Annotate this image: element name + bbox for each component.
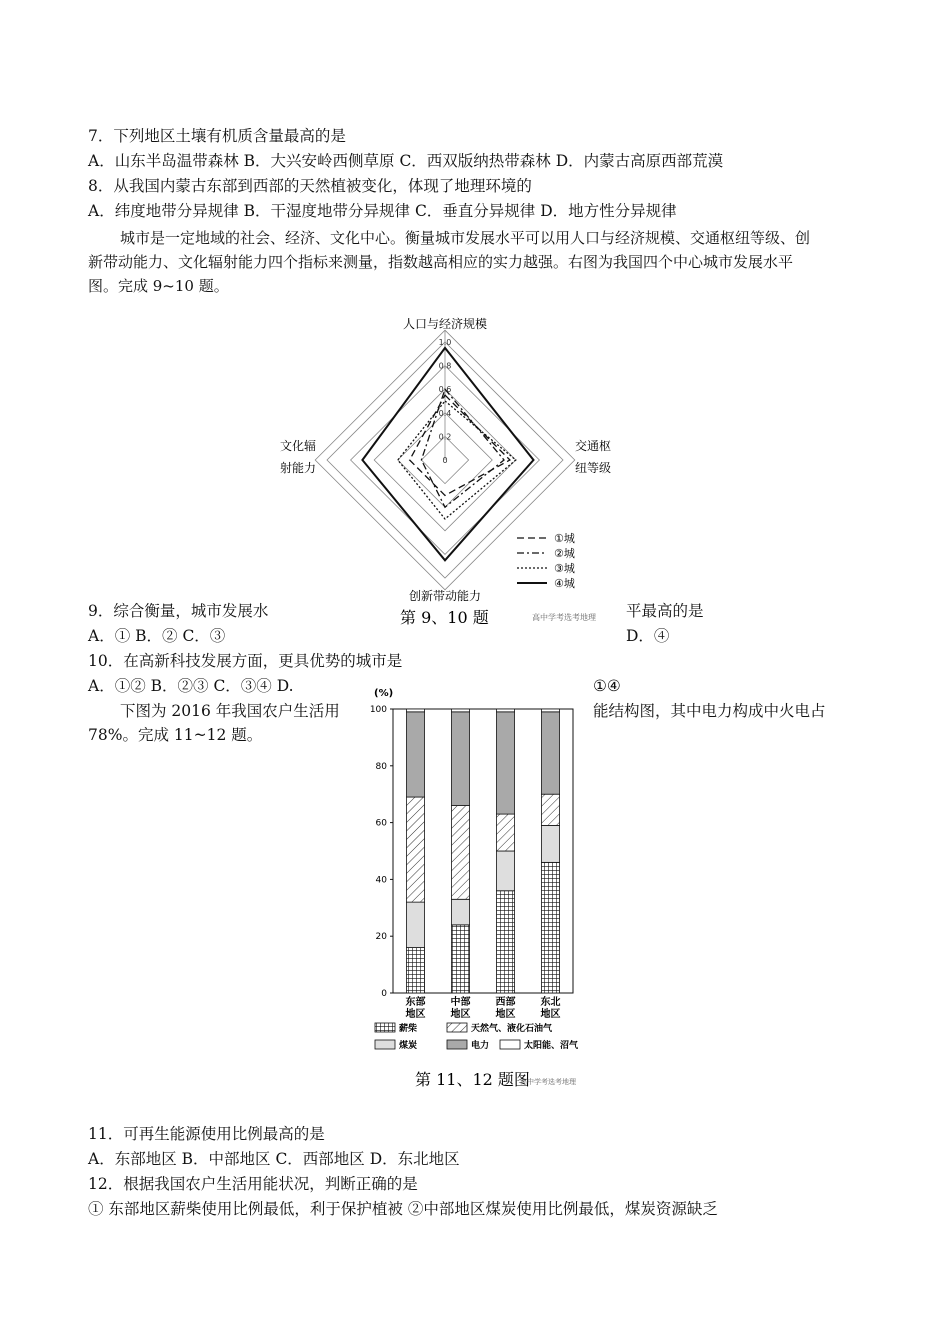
- bar-segment: [542, 794, 560, 825]
- bar-segment: [497, 712, 515, 814]
- bar-category-label: 东部: [405, 997, 426, 1008]
- bar-legend-label: 电力: [471, 1041, 490, 1051]
- radar-axis-right-2: 纽等级: [575, 461, 612, 475]
- bar-segment: [452, 899, 470, 925]
- radar-tick-label: 0: [442, 456, 448, 465]
- passage-city: [88, 226, 868, 298]
- radar-chart: [270, 310, 640, 630]
- bar-ylabel: (%): [374, 688, 394, 699]
- q9-stem-right: 平最高的是: [626, 602, 704, 620]
- bar-segment: [407, 712, 425, 797]
- radar-series-polygon: [362, 348, 533, 560]
- radar-tick-label: 0.4: [438, 408, 452, 418]
- q9-stem-left: 9．综合衡量，城市发展水: [88, 602, 269, 620]
- radar-legend-label: ①城: [554, 532, 575, 545]
- bar-segment: [452, 806, 470, 900]
- passage-energy-right: 能结构图，其中电力构成中火电占: [593, 702, 826, 720]
- bar-y-tick-label: 20: [375, 932, 387, 943]
- bar-segment: [407, 709, 425, 712]
- bar-segment: [542, 862, 560, 993]
- bar-segment: [407, 948, 425, 993]
- radar-caption: 第 9、10 题: [400, 608, 489, 627]
- q10-option-d: ①④: [593, 677, 621, 695]
- q8-stem: 8．从我国内蒙古东部到西部的天然植被变化，体现了地理环境的: [88, 177, 532, 195]
- bar-segment: [542, 709, 560, 712]
- bar-chart: [360, 682, 600, 1092]
- bar-segment: [497, 814, 515, 851]
- bar-legend-swatch: [447, 1040, 467, 1049]
- q12-stem: 12．根据我国农户生活用能状况，判断正确的是: [88, 1175, 418, 1193]
- bar-segment: [497, 851, 515, 891]
- radar-axis-top: 人口与经济规模: [402, 317, 488, 331]
- bar-segment: [407, 902, 425, 947]
- radar-legend-label: ②城: [554, 547, 575, 560]
- bar-legend-label: 太阳能、沼气: [524, 1041, 579, 1051]
- bar-category-label: 地区: [450, 1009, 471, 1020]
- bar-segment: [497, 709, 515, 712]
- bar-y-tick-label: 80: [375, 761, 387, 772]
- bar-legend-swatch: [375, 1023, 395, 1032]
- radar-axis-left-1: 文化辐: [280, 439, 317, 453]
- q12-opt1: ① 东部地区薪柴使用比例最低，利于保护植被 ②中部地区煤炭使用比例最低，煤炭资源缺乏: [88, 1200, 718, 1218]
- q8-options: A．纬度地带分异规律 B．干湿度地带分异规律 C．垂直分异规律 D．地方性分异规律: [88, 202, 677, 220]
- radar-watermark: 高中学考选考地理: [532, 613, 596, 622]
- radar-tick-label: 0.8: [438, 361, 452, 371]
- passage-city-line: 图。完成 9~10 题。: [88, 277, 229, 295]
- radar-legend-label: ③城: [554, 562, 575, 575]
- bar-watermark: 高中学考选考地理: [520, 1078, 576, 1086]
- radar-axis-left-2: 射能力: [280, 461, 317, 475]
- radar-axis-bottom: 创新带动能力: [408, 589, 482, 603]
- bar-legend-swatch: [447, 1023, 467, 1032]
- q9-option-d: D．④: [626, 627, 670, 645]
- radar-tick-label: 0.2: [438, 432, 452, 442]
- bar-bars: [407, 709, 560, 993]
- bar-y-tick-label: 100: [369, 705, 387, 715]
- bar-segment: [452, 709, 470, 712]
- bar-segment: [407, 797, 425, 902]
- bar-legend: [375, 1022, 579, 1051]
- passage-city-line: 城市是一定地域的社会、经济、文化中心。衡量城市发展水平可以用人口与经济规模、交通枢纽等级、创: [120, 229, 811, 247]
- bar-y-tick-label: 40: [375, 875, 387, 886]
- bar-legend-label: 天然气、液化石油气: [471, 1024, 553, 1034]
- bar-legend-label: 薪柴: [399, 1024, 418, 1034]
- radar-tick-label: 0.6: [438, 385, 452, 395]
- bar-category-labels: [406, 995, 561, 1020]
- bar-category-label: 地区: [405, 1009, 426, 1020]
- radar-axis-right-1: 交通枢: [575, 439, 612, 453]
- passage-energy-left: 下图为 2016 年我国农户生活用: [120, 702, 340, 720]
- passage-city-line: 新带动能力、文化辐射能力四个指标来测量，指数越高相应的实力越强。右图为我国四个中心城市发展水平: [88, 253, 794, 271]
- bar-segment: [542, 825, 560, 862]
- bar-segment: [497, 891, 515, 993]
- bar-y-tick-label: 0: [381, 989, 387, 999]
- radar-series: [362, 348, 533, 560]
- bar-legend-swatch: [375, 1040, 395, 1049]
- bar-category-label: 地区: [495, 1009, 516, 1020]
- radar-tick-label: 1.0: [438, 338, 452, 347]
- radar-legend-label: ④城: [554, 577, 575, 590]
- bar-category-label: 西部: [495, 997, 516, 1008]
- bar-y-tick-label: 60: [375, 818, 387, 829]
- q11-stem: 11．可再生能源使用比例最高的是: [88, 1125, 325, 1143]
- bar-category-label: 中部: [450, 997, 471, 1008]
- radar-legend: [517, 532, 575, 590]
- q7-stem: 7．下列地区土壤有机质含量最高的是: [88, 127, 346, 145]
- bar-segment: [452, 925, 470, 993]
- q7-options: A．山东半岛温带森林 B．大兴安岭西侧草原 C．西双版纳热带森林 D．内蒙古高原西部荒漠: [88, 152, 724, 170]
- bar-legend-swatch: [500, 1040, 520, 1049]
- bar-segment: [542, 712, 560, 794]
- bar-caption: 第 11、12 题图: [415, 1070, 530, 1089]
- q10-options: A．①② B．②③ C．③④ D.: [88, 677, 294, 695]
- q10-stem: 10．在高新科技发展方面，更具优势的城市是: [88, 652, 403, 670]
- q9-options: A．① B．② C．③: [88, 627, 226, 645]
- passage-energy-line2: 78%。完成 11~12 题。: [88, 726, 263, 744]
- bar-category-label: 地区: [540, 1009, 561, 1020]
- bar-category-label: 东北: [540, 997, 561, 1008]
- bar-legend-label: 煤炭: [399, 1041, 418, 1051]
- bar-segment: [452, 712, 470, 806]
- q11-options: A．东部地区 B．中部地区 C．西部地区 D．东北地区: [88, 1150, 460, 1168]
